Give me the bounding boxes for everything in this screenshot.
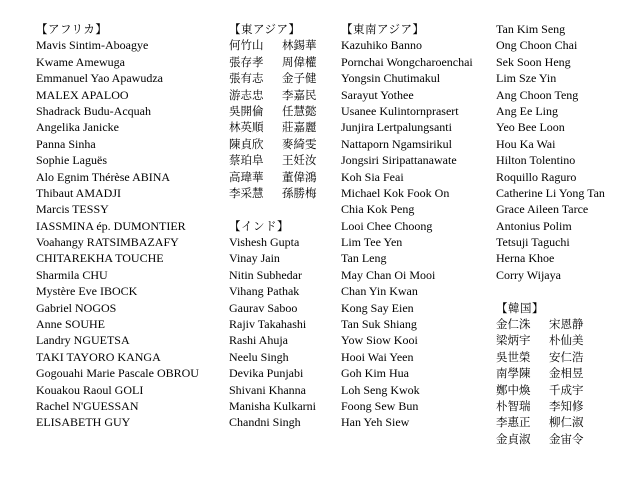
list-item: Gaurav Saboo [229, 300, 298, 315]
list-item: Han Yeh Siew [341, 415, 410, 430]
list-item: TAKI TAYORO KANGA [36, 349, 161, 364]
list-item: Tan Leng [341, 251, 387, 266]
list-item: Thibaut AMADJI [36, 185, 121, 200]
list-item: Alo Egnim Thérèse ABINA [36, 169, 171, 184]
list-item: 金貞淑 金宙令 [496, 431, 584, 446]
list-item: Tan Kim Seng [496, 22, 566, 36]
list-item: Tan Suk Shiang [341, 317, 417, 332]
list-item: Nattaporn Ngamsirikul [341, 136, 452, 151]
india-heading: 【インド】 [229, 218, 289, 233]
east-asia-heading: 【東アジア】 [229, 22, 301, 36]
list-item: CHITAREKHA TOUCHE [36, 251, 164, 266]
africa-heading: 【アフリカ】 [36, 22, 108, 36]
southeast-asia-name-list [341, 37, 493, 430]
list-item: 林英順 莊嘉麗 [229, 120, 317, 135]
list-item: Chan Yin Kwan [341, 284, 418, 299]
list-item: Mavis Sintim-Aboagye [36, 38, 149, 53]
list-item: Jongsiri Siripattanawate [341, 153, 457, 168]
southeast-asia-column [341, 21, 493, 431]
list-item: Grace Aileen Tarce [496, 202, 589, 217]
list-item: 李采慧 孫勝梅 [229, 185, 317, 200]
list-item: Neelu Singh [229, 349, 289, 364]
list-item: 朴智瑞 李知修 [496, 398, 584, 413]
list-item: 何竹山 林錫華 [229, 38, 317, 53]
list-item: Rachel N'GUESSAN [36, 398, 139, 413]
list-item: Shadrack Budu-Acquah [36, 103, 151, 118]
list-item: MALEX APALOO [36, 87, 129, 102]
list-item: Yow Siow Kooi [341, 333, 418, 348]
list-item: Rashi Ahuja [229, 333, 288, 348]
list-item: Hooi Wai Yeen [341, 349, 414, 364]
list-item: Devika Punjabi [229, 366, 304, 381]
list-item: Gogouahi Marie Pascale OBROU [36, 366, 199, 381]
list-item: Voahangy RATSIMBAZAFY [36, 235, 179, 250]
list-item: Catherine Li Yong Tan [496, 185, 605, 200]
list-item: 吳開倫 任慧懿 [229, 103, 317, 118]
list-item: Kwame Amewuga [36, 54, 125, 69]
list-item: Marcis TESSY [36, 202, 109, 217]
list-item: Lim Sze Yin [496, 71, 557, 86]
list-item: Gabriel NOGOS [36, 300, 117, 315]
list-item: Lim Tee Yen [341, 235, 403, 250]
section-spacer [229, 201, 337, 217]
africa-column [36, 21, 222, 431]
list-item: Kong Say Eien [341, 300, 414, 315]
list-item: Landry NGUETSA [36, 333, 130, 348]
list-item: Yeo Bee Loon [496, 120, 565, 135]
list-item: Koh Sia Feai [341, 169, 404, 184]
india-name-list [229, 234, 337, 431]
list-item: Roquillo Raguro [496, 169, 577, 184]
list-item: 張存孝 周偉權 [229, 54, 317, 69]
list-item: Kouakou Raoul GOLI [36, 382, 144, 397]
list-item: Sarayut Yothee [341, 87, 414, 102]
list-item: 陳貞欣 麥綺雯 [229, 136, 317, 151]
list-item: Rajiv Takahashi [229, 317, 307, 332]
list-item: Looi Chee Choong [341, 218, 433, 233]
list-item: Hilton Tolentino [496, 153, 576, 168]
list-item: Shivani Khanna [229, 382, 306, 397]
list-item: Chandni Singh [229, 415, 301, 430]
list-item: 金仁洙 宋恩静 [496, 317, 584, 332]
list-item: Foong Sew Bun [341, 398, 419, 413]
africa-name-list [36, 37, 222, 430]
section-spacer [496, 283, 636, 299]
southeast-asia-korea-column [496, 21, 636, 447]
list-item: Sharmila CHU [36, 267, 108, 282]
list-item: Panna Sinha [36, 136, 96, 151]
list-item: Angelika Janicke [36, 120, 119, 135]
list-item: Ang Choon Teng [496, 87, 579, 102]
list-item: Yongsin Chutimakul [341, 71, 441, 86]
list-item: Anne SOUHE [36, 317, 105, 332]
list-item: Emmanuel Yao Apawudza [36, 71, 163, 86]
list-item: Vishesh Gupta [229, 235, 300, 250]
list-item: Sophie Laguës [36, 153, 107, 168]
list-item: Usanee Kulintornprasert [341, 103, 459, 118]
list-item: Goh Kim Hua [341, 366, 409, 381]
southeast-asia-continued-list [496, 21, 636, 283]
list-item: Manisha Kulkarni [229, 398, 316, 413]
list-item: Hou Ka Wai [496, 136, 556, 151]
list-item: 高瑋華 董偉鴻 [229, 169, 317, 184]
list-item: Michael Kok Fook On [341, 185, 450, 200]
east-asia-india-column [229, 21, 337, 431]
list-item: Herna Khoe [496, 251, 555, 266]
korea-name-list [496, 316, 636, 447]
list-item: Corry Wijaya [496, 267, 561, 282]
list-item: ELISABETH GUY [36, 415, 131, 430]
list-item: 吳世榮 安仁浩 [496, 349, 584, 364]
list-item: Loh Seng Kwok [341, 382, 420, 397]
list-item: 蔡珀阜 王妊汝 [229, 153, 317, 168]
list-item: 梁炳宇 朴仙美 [496, 333, 584, 348]
list-item: 游志忠 李嘉民 [229, 87, 317, 102]
list-item: May Chan Oi Mooi [341, 267, 436, 282]
list-item: Pornchai Wongcharoenchai [341, 54, 473, 69]
list-item: IASSMINA ép. DUMONTIER [36, 218, 186, 233]
list-item: Kazuhiko Banno [341, 38, 422, 53]
list-item: Junjira Lertpalungsanti [341, 120, 452, 135]
list-item: Vinay Jain [229, 251, 280, 266]
list-item: Nitin Subhedar [229, 267, 302, 282]
list-item: 李惠正 柳仁淑 [496, 415, 584, 430]
list-item: Vihang Pathak [229, 284, 300, 299]
list-item: Ong Choon Chai [496, 38, 578, 53]
list-item: Ang Ee Ling [496, 103, 558, 118]
korea-heading: 【韓国】 [496, 300, 544, 315]
list-item: Sek Soon Heng [496, 54, 571, 69]
list-item: Chia Kok Peng [341, 202, 415, 217]
list-item: Tetsuji Taguchi [496, 235, 570, 250]
list-item: 南學陳 金相昱 [496, 366, 584, 381]
southeast-asia-heading: 【東南アジア】 [341, 22, 425, 36]
list-item: Mystère Eve IBOCK [36, 284, 138, 299]
list-item: 張有志 金子健 [229, 71, 317, 86]
list-item: 鄭中煥 千成宇 [496, 382, 584, 397]
list-item: Antonius Polim [496, 218, 572, 233]
east-asia-name-list [229, 37, 337, 201]
